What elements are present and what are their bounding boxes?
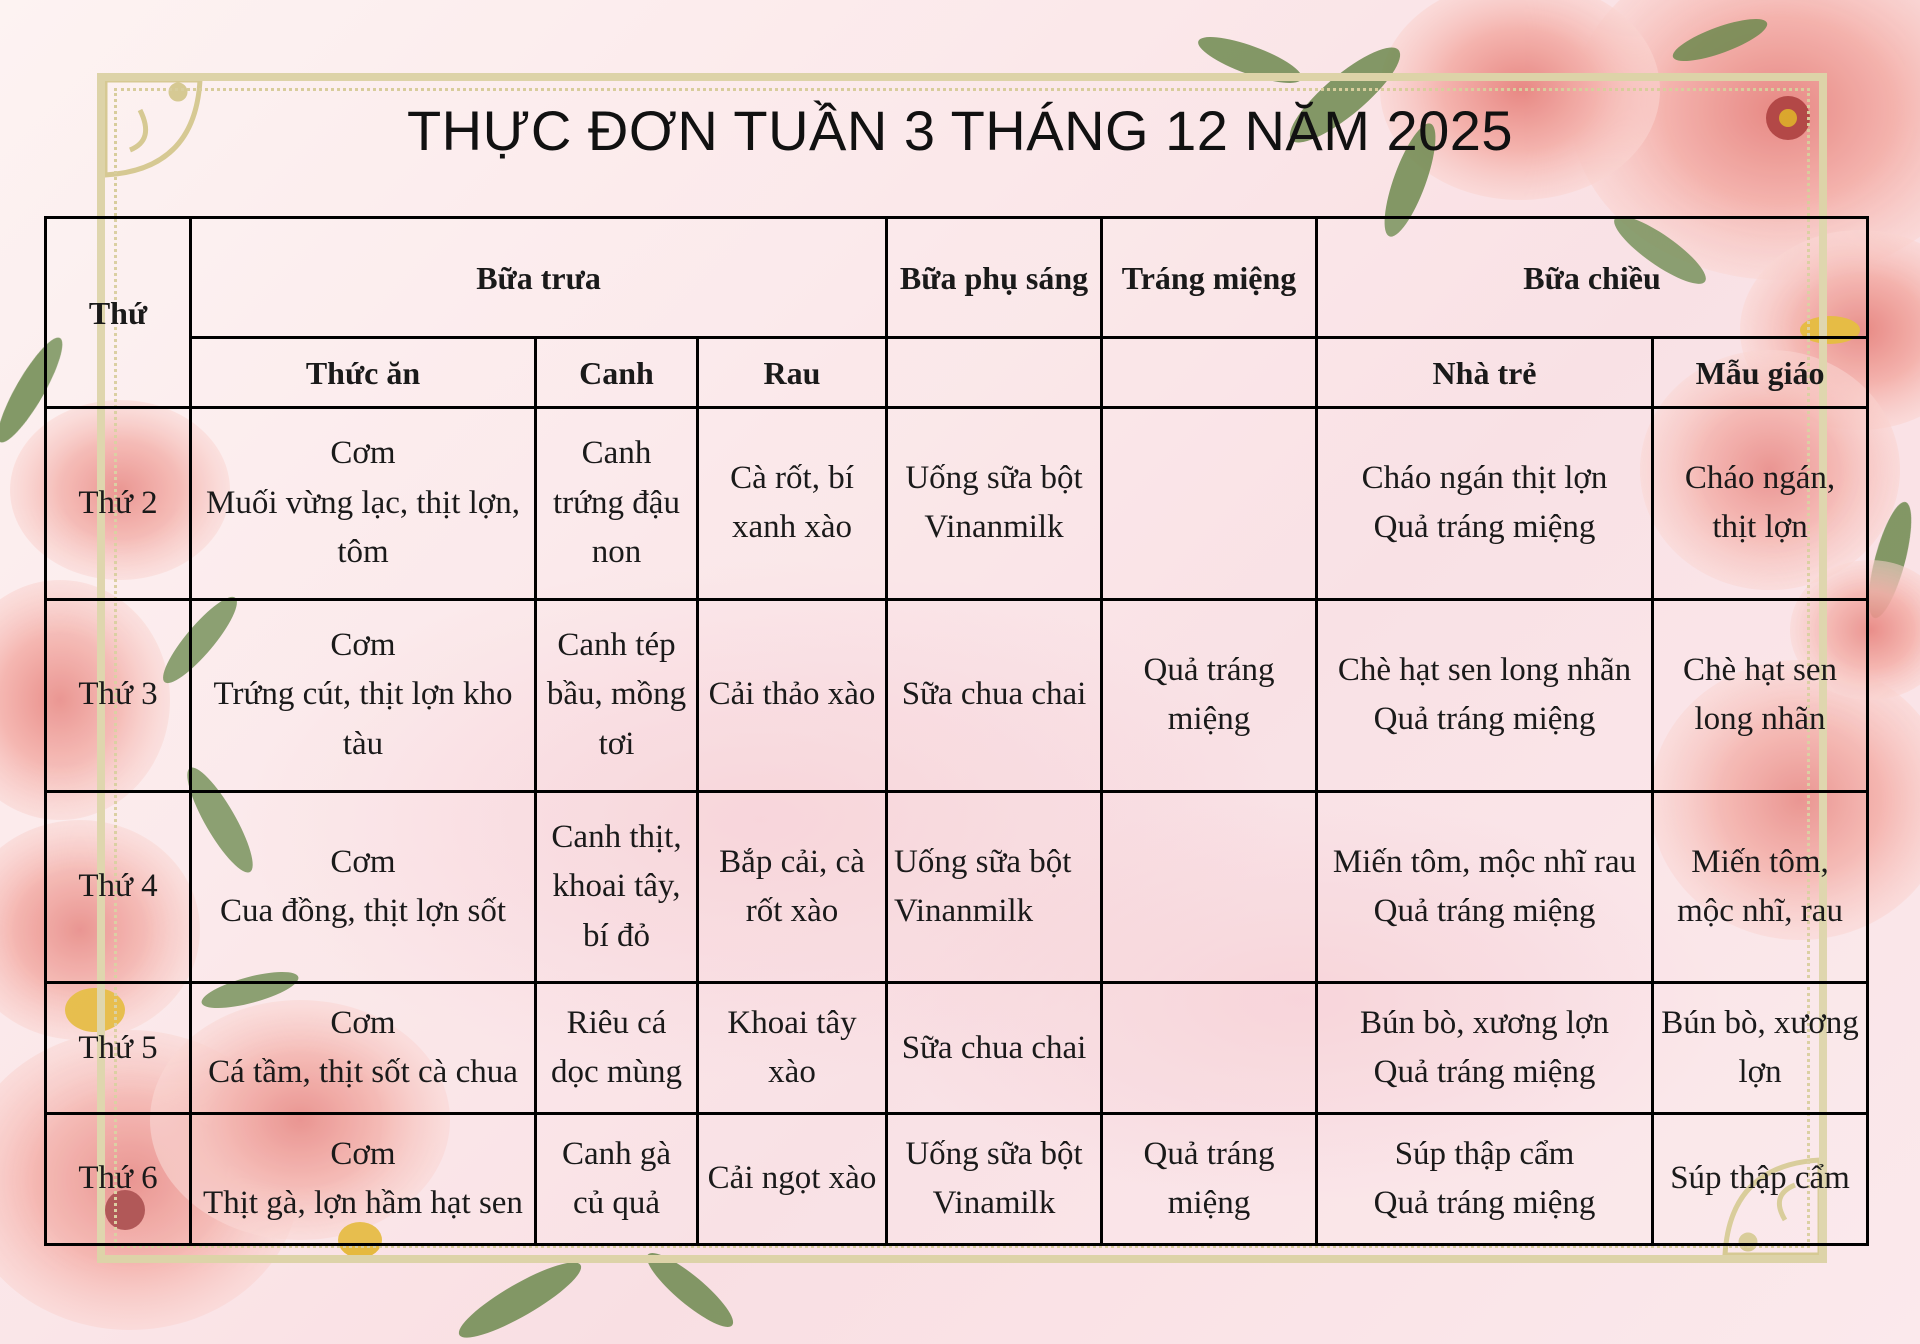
header-dessert: Tráng miệng (1102, 218, 1317, 338)
food-cell (191, 983, 536, 1114)
table-row (46, 599, 1868, 791)
day-cell: Thứ 5 (46, 983, 191, 1114)
soup-cell: Canh thịt, khoai tây, bí đỏ (536, 791, 698, 983)
nursery-line: Cháo ngán thịt lợn (1361, 459, 1608, 496)
nursery-line: Chè hạt sen long nhãn (1337, 651, 1632, 688)
vegetable-cell: Khoai tây xào (698, 983, 887, 1114)
snack-cell: Uống sữa bột Vinanmilk (887, 408, 1102, 600)
vegetable-cell: Cà rốt, bí xanh xào (698, 408, 887, 600)
header-row-2 (46, 338, 1868, 408)
nursery-line: Bún bò, xương lợn (1360, 1004, 1609, 1041)
day-cell: Thứ 6 (46, 1114, 191, 1245)
kindergarten-cell: Chè hạt sen long nhãn (1653, 599, 1868, 791)
nursery-line: Quả tráng miệng (1373, 1054, 1596, 1091)
vegetable-cell: Cải ngọt xào (698, 1114, 887, 1245)
header-empty-dessert (1102, 338, 1317, 408)
nursery-line: Quả tráng miệng (1373, 701, 1596, 738)
dessert-cell (1102, 408, 1317, 600)
soup-cell: Canh gà củ quả (536, 1114, 698, 1245)
vegetable-cell: Bắp cải, cà rốt xào (698, 791, 887, 983)
table-row (46, 791, 1868, 983)
header-row-1 (46, 218, 1868, 338)
header-vegetable: Rau (698, 338, 887, 408)
header-afternoon: Bữa chiều (1317, 218, 1868, 338)
food-line: Cơm (330, 626, 396, 663)
snack-cell: Uống sữa bột Vinamilk (887, 1114, 1102, 1245)
header-morning-snack: Bữa phụ sáng (887, 218, 1102, 338)
table-row (46, 983, 1868, 1114)
nursery-line: Quả tráng miệng (1373, 893, 1596, 930)
dessert-cell (1102, 983, 1317, 1114)
kindergarten-cell: Cháo ngán, thịt lợn (1653, 408, 1868, 600)
soup-cell: Riêu cá dọc mùng (536, 983, 698, 1114)
nursery-cell (1317, 983, 1653, 1114)
snack-cell: Uống sữa bột Vinanmilk (887, 791, 1102, 983)
header-food: Thức ăn (191, 338, 536, 408)
day-cell: Thứ 3 (46, 599, 191, 791)
nursery-line: Súp thập cẩm (1394, 1135, 1575, 1172)
soup-cell: Canh trứng đậu non (536, 408, 698, 600)
nursery-line: Miến tôm, mộc nhĩ rau (1332, 843, 1637, 880)
menu-table (44, 216, 1869, 1246)
dessert-cell: Quả tráng miệng (1102, 1114, 1317, 1245)
nursery-cell (1317, 1114, 1653, 1245)
nursery-cell (1317, 599, 1653, 791)
header-day: Thứ (46, 218, 191, 408)
vegetable-cell: Cải thảo xào (698, 599, 887, 791)
table-row (46, 408, 1868, 600)
food-cell (191, 408, 536, 600)
header-nursery: Nhà trẻ (1317, 338, 1653, 408)
header-kindergarten: Mẫu giáo (1653, 338, 1868, 408)
header-soup: Canh (536, 338, 698, 408)
food-line: Cá tầm, thịt sốt cà chua (208, 1054, 518, 1091)
nursery-line: Quả tráng miệng (1373, 1185, 1596, 1222)
snack-cell: Sữa chua chai (887, 599, 1102, 791)
kindergarten-cell: Súp thập cẩm (1653, 1114, 1868, 1245)
food-cell (191, 791, 536, 983)
header-lunch: Bữa trưa (191, 218, 887, 338)
table-row (46, 1114, 1868, 1245)
food-line: Cơm (330, 843, 396, 880)
day-cell: Thứ 4 (46, 791, 191, 983)
day-cell: Thứ 2 (46, 408, 191, 600)
food-line: Trứng cút, thịt lợn kho tàu (213, 676, 513, 762)
page-title: THỰC ĐƠN TUẦN 3 THÁNG 12 NĂM 2025 (406, 99, 1514, 162)
kindergarten-cell: Miến tôm, mộc nhĩ, rau (1653, 791, 1868, 983)
food-line: Cơm (330, 1135, 396, 1172)
snack-cell: Sữa chua chai (887, 983, 1102, 1114)
soup-cell: Canh tép bầu, mồng tơi (536, 599, 698, 791)
dessert-cell (1102, 791, 1317, 983)
food-line: Cơm (330, 1004, 396, 1041)
food-line: Cơm (330, 435, 396, 472)
header-empty-snack (887, 338, 1102, 408)
food-line: Thịt gà, lợn hầm hạt sen (203, 1185, 523, 1222)
food-line: Muối vừng lạc, thịt lợn, tôm (206, 484, 520, 571)
nursery-line: Quả tráng miệng (1373, 509, 1596, 546)
food-cell (191, 599, 536, 791)
nursery-cell (1317, 791, 1653, 983)
kindergarten-cell: Bún bò, xương lợn (1653, 983, 1868, 1114)
food-line: Cua đồng, thịt lợn sốt (219, 893, 507, 930)
food-cell (191, 1114, 536, 1245)
nursery-cell (1317, 408, 1653, 600)
dessert-cell: Quả tráng miệng (1102, 599, 1317, 791)
